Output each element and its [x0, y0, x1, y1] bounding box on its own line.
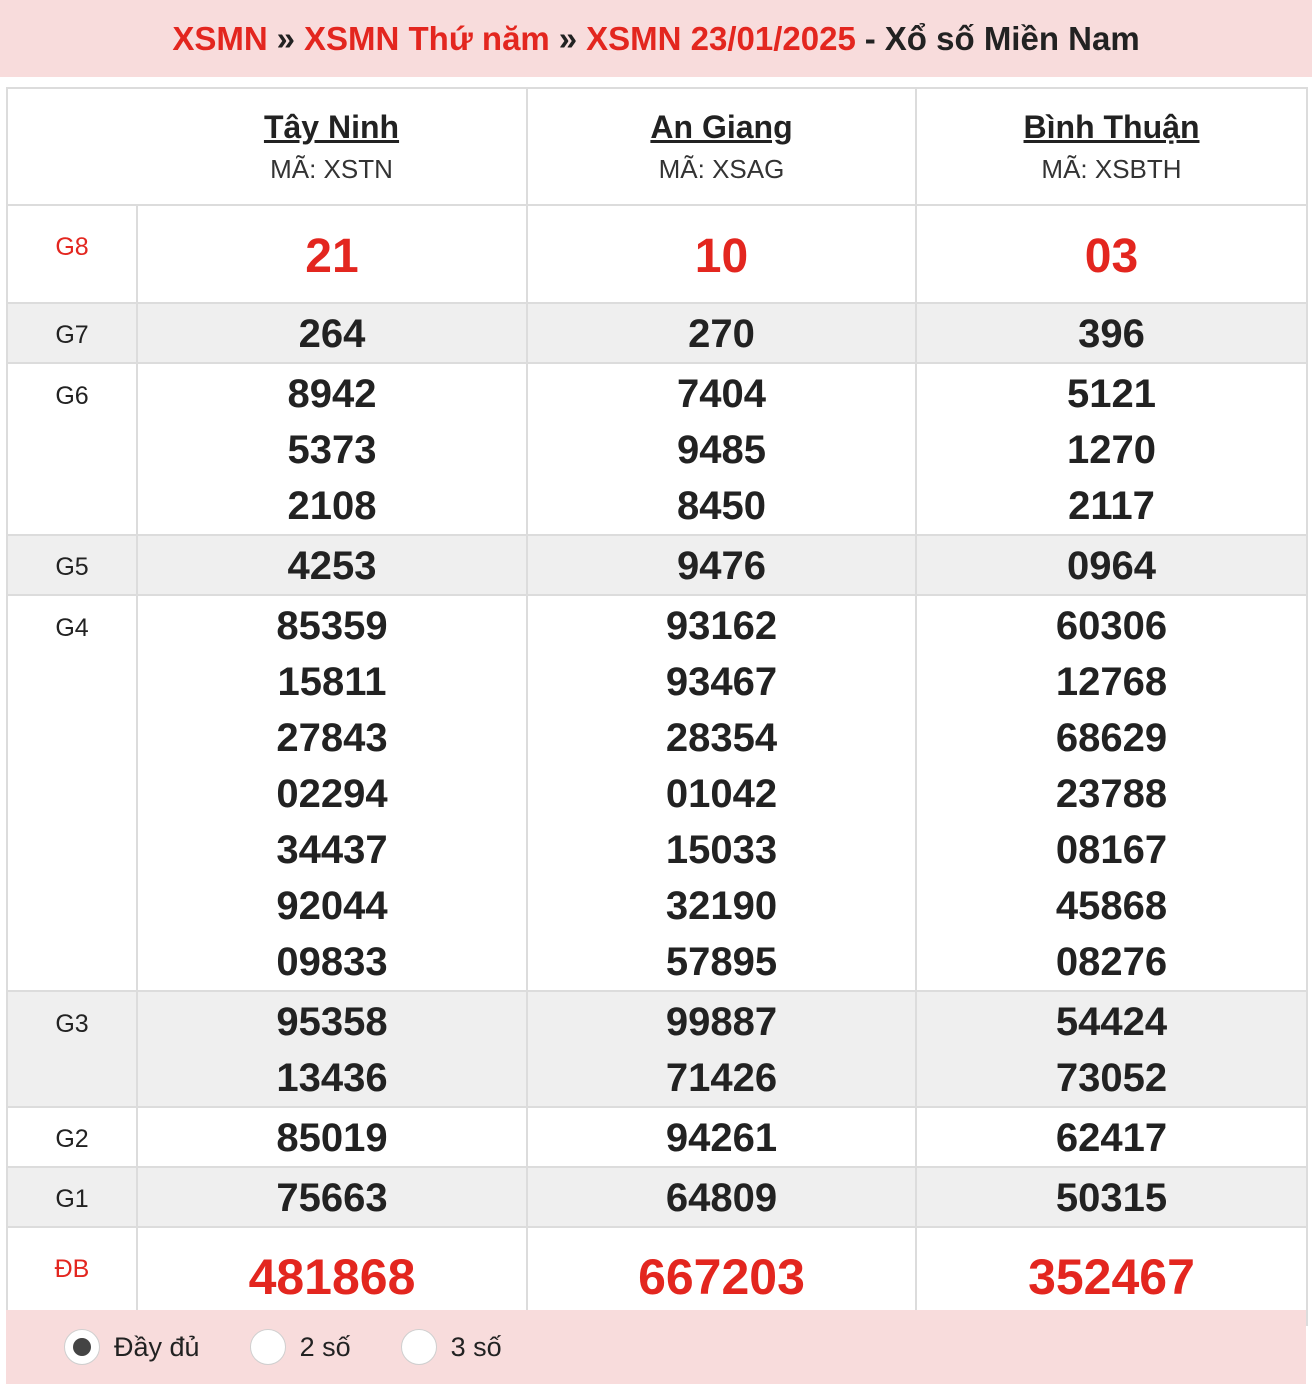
- result-number: 9485: [677, 428, 766, 472]
- radio-selected-icon[interactable]: [64, 1329, 100, 1365]
- prize-label: G3: [7, 991, 137, 1107]
- result-number: 99887: [665, 1000, 778, 1044]
- prize-cell: [916, 205, 1307, 303]
- prize-cell: [137, 1167, 527, 1227]
- option-full[interactable]: [64, 1329, 200, 1365]
- option-3-digits[interactable]: [401, 1329, 502, 1365]
- prize-cell: [527, 1107, 916, 1167]
- prize-cell: [527, 303, 916, 363]
- breadcrumb-link-date[interactable]: XSMN 23/01/2025: [586, 19, 856, 57]
- province-header: [916, 88, 1307, 205]
- result-number: 08276: [1055, 940, 1168, 984]
- province-link-an-giang[interactable]: An Giang: [650, 109, 793, 145]
- result-number: 2108: [287, 484, 377, 528]
- prize-cell: [527, 1167, 916, 1227]
- result-number: 4253: [287, 544, 377, 588]
- result-number: 85019: [276, 1116, 388, 1160]
- result-number: 7404: [677, 372, 766, 416]
- prize-cell: [916, 535, 1307, 595]
- result-number: 03: [1084, 230, 1139, 283]
- breadcrumb-link-xsmn[interactable]: XSMN: [172, 19, 268, 57]
- result-number: 352467: [1028, 1249, 1195, 1305]
- province-code: MÃ: XSAG: [658, 154, 785, 184]
- result-number: 54424: [1055, 1000, 1168, 1044]
- result-number: 75663: [276, 1176, 388, 1220]
- result-number: 68629: [1055, 716, 1168, 760]
- prize-row-g1: [7, 1167, 1307, 1227]
- option-label: 3 số: [450, 1331, 502, 1362]
- page-title: Xổ số Miền Nam: [884, 19, 1140, 57]
- prize-cell: [527, 991, 916, 1107]
- prize-cell: [916, 1107, 1307, 1167]
- prize-cell: [916, 303, 1307, 363]
- prize-label: G7: [7, 303, 137, 363]
- prize-label: G8: [7, 205, 137, 303]
- option-2-digits[interactable]: [250, 1329, 351, 1365]
- prize-cell: [137, 595, 527, 991]
- result-number: 12768: [1055, 660, 1168, 704]
- prize-cell: [916, 595, 1307, 991]
- result-number: 95358: [276, 1000, 388, 1044]
- prize-rows: [7, 205, 1307, 1325]
- result-number: 93467: [665, 660, 778, 704]
- prize-row-g8: [7, 205, 1307, 303]
- prize-cell: [137, 205, 527, 303]
- result-number: 8942: [287, 372, 377, 416]
- result-number: 481868: [248, 1249, 416, 1305]
- result-number: 13436: [276, 1056, 388, 1100]
- prize-row-g2: [7, 1107, 1307, 1167]
- result-number: 270: [688, 312, 755, 356]
- result-number: 2117: [1068, 484, 1155, 528]
- result-number: 94261: [665, 1116, 778, 1160]
- result-number: 64809: [665, 1176, 778, 1220]
- prize-cell: [527, 595, 916, 991]
- prize-cell: [916, 1167, 1307, 1227]
- result-number: 73052: [1055, 1056, 1168, 1100]
- prize-row-g7: [7, 303, 1307, 363]
- result-number: 264: [298, 312, 366, 356]
- result-number: 45868: [1055, 884, 1168, 928]
- province-header: [137, 88, 527, 205]
- breadcrumb-link-weekday[interactable]: XSMN Thứ năm: [304, 19, 550, 57]
- prize-label: G5: [7, 535, 137, 595]
- result-number: 1270: [1067, 428, 1156, 472]
- radio-icon[interactable]: [401, 1329, 437, 1365]
- result-number: 27843: [276, 716, 388, 760]
- prize-cell: [527, 535, 916, 595]
- prize-cell: [527, 363, 916, 535]
- option-label: 2 số: [299, 1331, 351, 1362]
- province-link-binh-thuan[interactable]: Bình Thuận: [1023, 109, 1200, 145]
- result-number: 09833: [276, 940, 388, 984]
- result-number: 60306: [1055, 604, 1168, 648]
- prize-cell: [137, 535, 527, 595]
- prize-row-g4: [7, 595, 1307, 991]
- result-number: 08167: [1055, 828, 1168, 872]
- prize-label: G1: [7, 1167, 137, 1227]
- prize-cell: [137, 991, 527, 1107]
- result-number: 93162: [665, 604, 778, 648]
- result-number: 57895: [665, 940, 778, 984]
- prize-cell: [916, 991, 1307, 1107]
- result-number: 0964: [1067, 544, 1156, 588]
- prize-label: G6: [7, 363, 137, 535]
- result-number: 28354: [665, 716, 778, 760]
- result-number: 85359: [276, 604, 388, 648]
- result-number: 5121: [1067, 372, 1156, 416]
- result-number: 5373: [287, 428, 377, 472]
- result-number: 92044: [276, 884, 388, 928]
- prize-cell: [137, 303, 527, 363]
- result-number: 9476: [677, 544, 766, 588]
- result-number: 15811: [277, 660, 387, 704]
- prize-label: ĐB: [7, 1227, 137, 1325]
- province-code: MÃ: XSBTH: [1041, 154, 1182, 184]
- result-number: 32190: [665, 884, 778, 928]
- result-number: 50315: [1055, 1176, 1168, 1220]
- prize-cell: [137, 1107, 527, 1167]
- breadcrumb-header: [0, 0, 1312, 77]
- result-number: 21: [305, 230, 359, 283]
- breadcrumb-separator-icon: »: [276, 19, 296, 57]
- province-header: [527, 88, 916, 205]
- result-number: 10: [694, 230, 749, 283]
- radio-icon[interactable]: [250, 1329, 286, 1365]
- option-label: Đầy đủ: [114, 1331, 200, 1362]
- result-number: 667203: [638, 1249, 805, 1305]
- province-code: MÃ: XSTN: [270, 154, 393, 184]
- prize-row-g5: [7, 535, 1307, 595]
- breadcrumb-dash: -: [864, 19, 876, 57]
- result-number: 34437: [276, 828, 388, 872]
- display-options-bar: [6, 1310, 1306, 1384]
- prize-row-g6: [7, 363, 1307, 535]
- result-number: 8450: [677, 484, 766, 528]
- province-link-tay-ninh[interactable]: Tây Ninh: [263, 109, 400, 145]
- result-number: 15033: [665, 828, 778, 872]
- prize-label: G4: [7, 595, 137, 991]
- prize-cell: [137, 363, 527, 535]
- result-number: 01042: [665, 772, 778, 816]
- results-table: [6, 87, 1308, 1326]
- breadcrumb-separator-icon: »: [558, 19, 578, 57]
- result-number: 02294: [276, 772, 388, 816]
- result-number: 23788: [1055, 772, 1168, 816]
- result-number: 71426: [665, 1056, 778, 1100]
- prize-row-g3: [7, 991, 1307, 1107]
- result-number: 62417: [1055, 1116, 1168, 1160]
- result-number: 396: [1078, 312, 1145, 356]
- prize-cell: [916, 363, 1307, 535]
- prize-label: G2: [7, 1107, 137, 1167]
- prize-cell: [527, 205, 916, 303]
- province-header-row: [7, 88, 1307, 205]
- header-corner: [7, 88, 137, 205]
